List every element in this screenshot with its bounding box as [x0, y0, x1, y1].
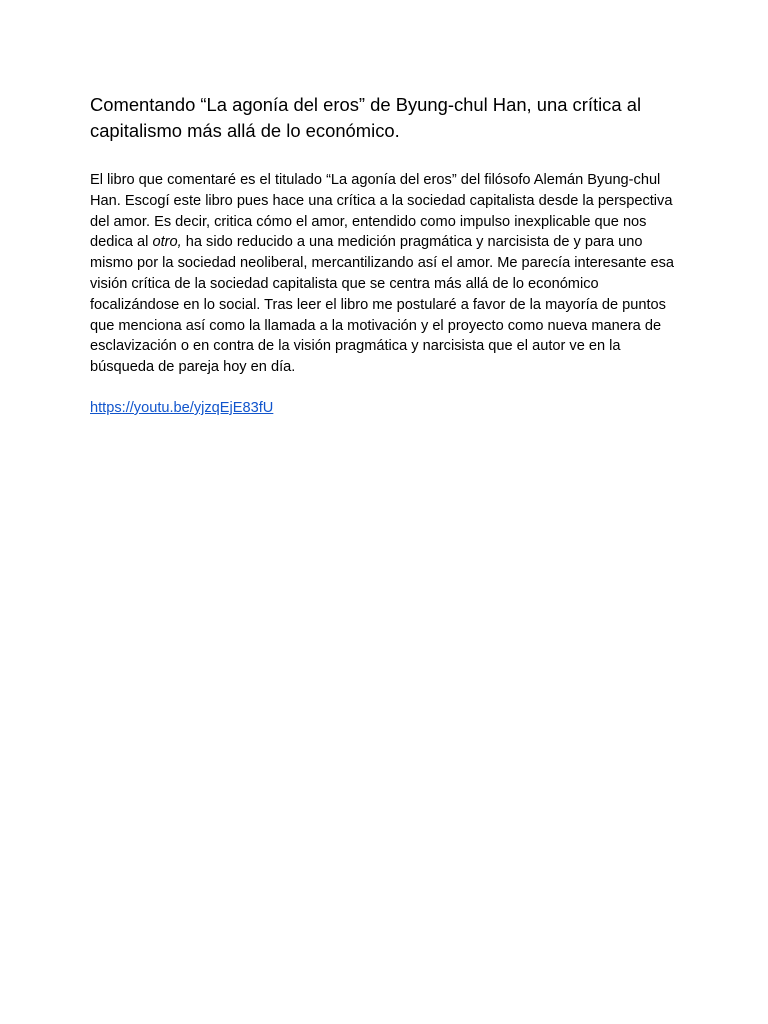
body-text-after-italic: ha sido reducido a una medición pragmática y narcisista de y para uno mismo por la sociedad neoliberal, mercantilizando así el amor. Me parecía interesante esa visión crítica de la sociedad capitalista que se centra más allá de lo económico focalizándose en lo social. Tras leer el libro me postularé a favor de la mayoría de puntos que menciona así como la llamada a la motivación y el proyecto como nueva manera de esclavización o en contra de la visión pragmática y narcisista que el autor ve en la búsqueda de pareja hoy en día.	[90, 234, 675, 376]
body-italic-word: otro,	[152, 234, 182, 251]
body-text-before-italic: El libro que comentaré es el titulado “La agonía del eros” del filósofo Alemán Byung-chul Han. Escogí este libro pues hace una crítica a la sociedad capitalista desde la perspectiva del amor. Es decir, critica cómo el amor, entendido como impulso inexplicable que nos dedica al	[90, 172, 673, 251]
document-title: Comentando “La agonía del eros” de Byung-chul Han, una crítica al capitalismo más allá de lo económico.	[90, 94, 642, 141]
body-paragraph	[90, 170, 682, 378]
youtube-link[interactable]: https://youtu.be/yjzqEjE83fU	[90, 399, 274, 416]
link-paragraph	[90, 398, 678, 419]
